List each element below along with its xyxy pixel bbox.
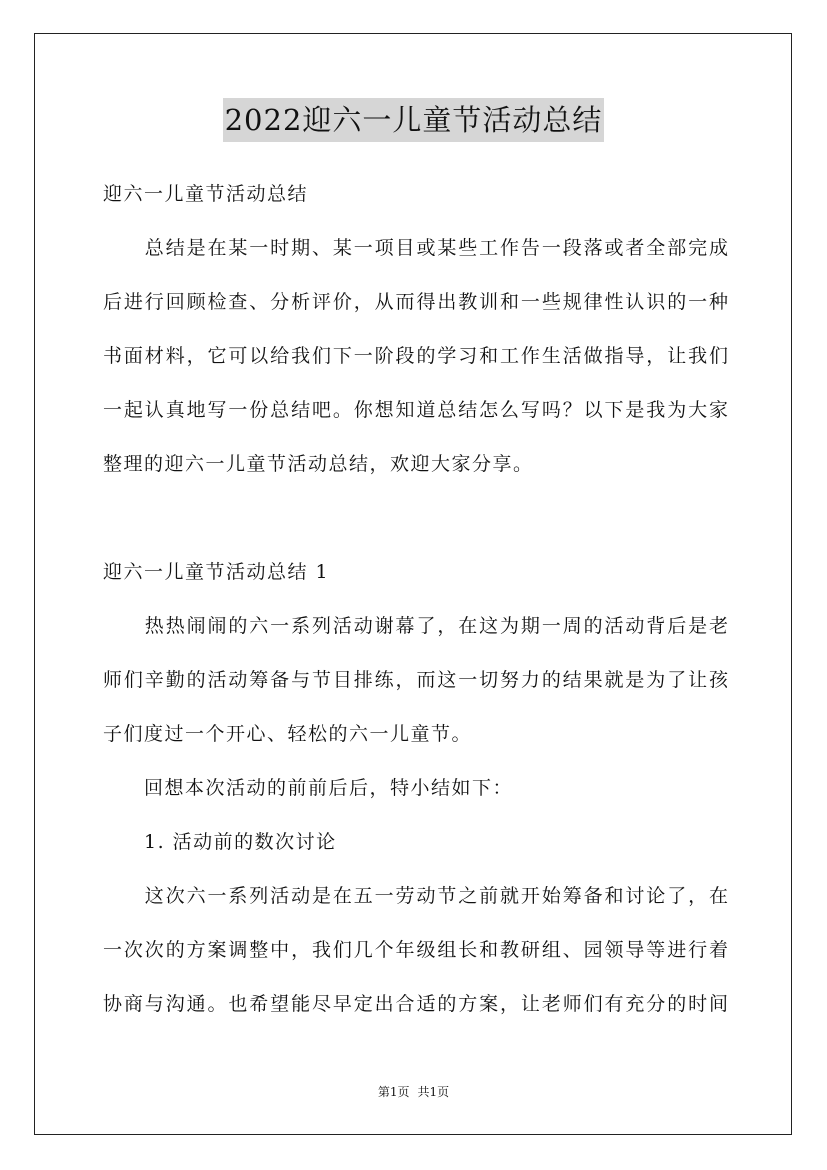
- section-heading: 迎六一儿童节活动总结: [103, 183, 309, 205]
- page-count: 共1页: [417, 1085, 450, 1099]
- paragraph-line: 一次次的方案调整中，我们几个年级组长和教研组、园领导等进行着: [103, 939, 728, 961]
- paragraph-line: 一起认真地写一份总结吧。你想知道总结怎么写吗？以下是我为大家: [103, 399, 728, 421]
- document-title-wrap: [0, 98, 827, 142]
- paragraph-line: 总结是在某一时期、某一项目或某些工作告一段落或者全部完成: [103, 237, 728, 259]
- paragraph-line: 后进行回顾检查、分析评价，从而得出教训和一些规律性认识的一种: [103, 291, 728, 313]
- paragraph-line: 子们度过一个开心、轻松的六一儿童节。: [103, 723, 473, 745]
- paragraph-line: 书面材料，它可以给我们下一阶段的学习和工作生活做指导，让我们: [103, 345, 728, 367]
- page-number: 第1页: [377, 1085, 410, 1099]
- paragraph-line: 整理的迎六一儿童节活动总结，欢迎大家分享。: [103, 453, 534, 475]
- paragraph-line: 这次六一系列活动是在五一劳动节之前就开始筹备和讨论了，在: [103, 885, 728, 907]
- document-title: 2022迎六一儿童节活动总结: [223, 98, 605, 142]
- subheading-line: 1. 活动前的数次讨论: [103, 831, 337, 853]
- paragraph-line: 师们辛勤的活动筹备与节目排练，而这一切努力的结果就是为了让孩: [103, 669, 728, 691]
- section-heading: 迎六一儿童节活动总结 1: [103, 561, 330, 583]
- paragraph-line: 回想本次活动的前前后后，特小结如下：: [103, 777, 514, 799]
- page-footer: [0, 1082, 827, 1102]
- paragraph-line: 热热闹闹的六一系列活动谢幕了，在这为期一周的活动背后是老: [103, 615, 728, 637]
- paragraph-line: 协商与沟通。也希望能尽早定出合适的方案，让老师们有充分的时间: [103, 993, 728, 1015]
